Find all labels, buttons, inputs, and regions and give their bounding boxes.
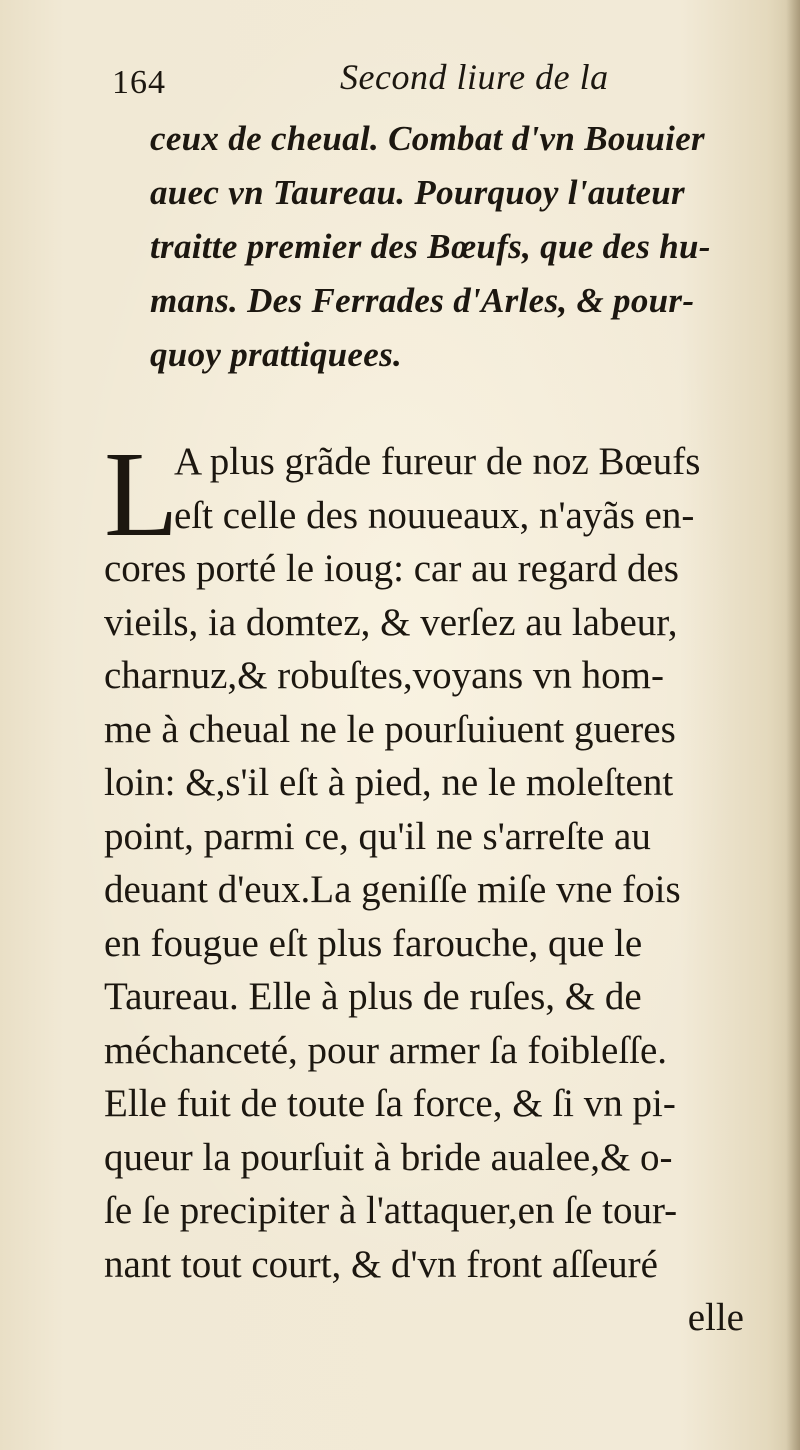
body-line: charnuz,& robuſtes,voyans vn hom-	[104, 654, 664, 697]
body-paragraph	[104, 427, 764, 1345]
body-line: nant tout court, & d'vn front aſſeuré	[104, 1242, 658, 1286]
summary-line: traitte premier des Bœufs, que des hu-	[150, 227, 711, 266]
body-line: deuant d'eux.La geniſſe miſe vne fois	[104, 868, 681, 911]
body-line: A plus grãde fureur de noz Bœufs	[174, 440, 701, 483]
page-header	[0, 50, 800, 110]
body-line: méchanceté, pour armer ſa foibleſſe.	[104, 1028, 668, 1072]
catchword: elle	[687, 1296, 744, 1339]
summary-line: quoy prattiquees.	[150, 335, 403, 374]
summary-line: auec vn Taureau. Pourquoy l'auteur	[150, 173, 685, 212]
body-line: cores porté le ioug: car au regard des	[104, 547, 679, 590]
body-line: eſt celle des nouueaux, n'ayãs en-	[174, 493, 695, 537]
body-line: point, parmi ce, qu'il ne s'arreſte au	[104, 814, 651, 858]
chapter-summary	[150, 112, 780, 382]
page-gutter-shadow	[786, 0, 800, 1450]
drop-cap-initial: L	[104, 427, 179, 562]
summary-line: mans. Des Ferrades d'Arles, & pour-	[150, 281, 695, 320]
body-line: Taureau. Elle à plus de ruſes, & de	[104, 975, 642, 1018]
body-line: vieils, ia domtez, & verſez au labeur,	[104, 600, 678, 644]
body-line: Elle fuit de toute ſa force, & ſi vn pi-	[104, 1082, 676, 1125]
summary-line: ceux de cheual. Combat d'vn Bouuier	[150, 119, 705, 158]
body-line: queur la pourſuit à bride aualee,& o-	[104, 1135, 673, 1179]
body-line: ſe ſe precipiter à l'attaquer,en ſe tour-	[104, 1189, 678, 1232]
page-number: 164	[112, 64, 166, 101]
body-line: en fougue eſt plus farouche, que le	[104, 921, 643, 965]
body-line: loin: &,s'il eſt à pied, ne le moleſtent	[104, 761, 674, 804]
running-title: Second liure de la	[340, 57, 609, 97]
body-line: me à cheual ne le pourſuiuent gueres	[104, 707, 676, 751]
